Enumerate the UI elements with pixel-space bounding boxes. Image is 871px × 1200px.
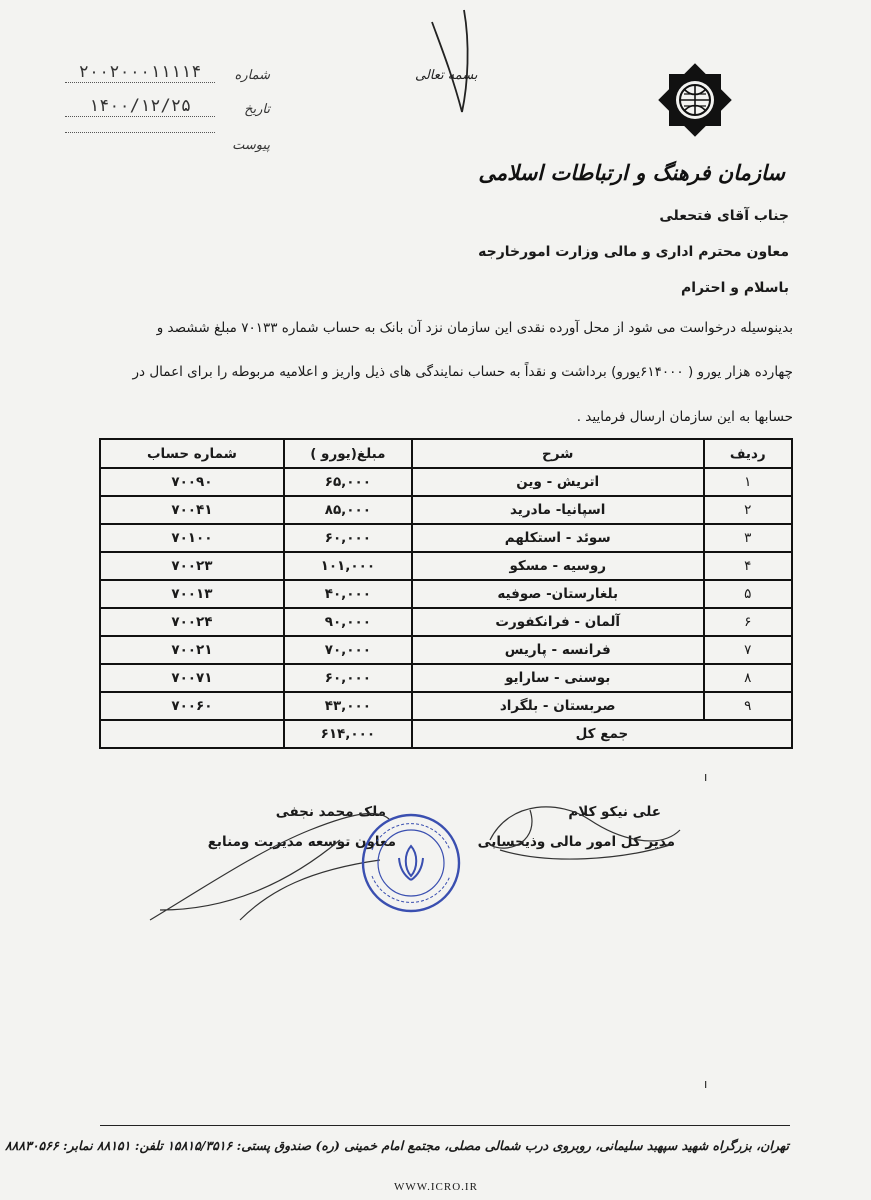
row-account: ۷۰۱۰۰ (100, 524, 284, 552)
row-account: ۷۰۰۶۰ (100, 692, 284, 720)
table-row (100, 524, 792, 552)
attachment-value (65, 132, 215, 133)
header-description: شرح (412, 439, 704, 468)
row-amount: ۴۰,۰۰۰ (284, 580, 412, 608)
row-description: روسیه - مسکو (412, 552, 704, 580)
date-label: تاریخ (244, 102, 270, 117)
table-row (100, 636, 792, 664)
transfer-table (99, 438, 793, 749)
total-account-empty (100, 720, 284, 748)
table-row (100, 608, 792, 636)
official-stamp-icon (358, 810, 464, 916)
row-account: ۷۰۰۱۳ (100, 580, 284, 608)
row-number: ۱ (704, 468, 792, 496)
row-number: ۶ (704, 608, 792, 636)
row-account: ۷۰۰۲۴ (100, 608, 284, 636)
table-row (100, 692, 792, 720)
row-amount: ۶۰,۰۰۰ (284, 524, 412, 552)
total-amount: ۶۱۴,۰۰۰ (284, 720, 412, 748)
footer-website: WWW.ICRO.IR (394, 1181, 478, 1193)
paragraph-line-1: بدینوسیله درخواست می شود از محل آورده نقدی این سازمان نزد آن بانک به حساب شماره ۷۰۱۳۳ مبلغ ششصد و (156, 320, 793, 336)
row-number: ۲ (704, 496, 792, 524)
date-value: ۱۴۰۰/۱۲/۲۵ (65, 96, 215, 117)
organization-logo-icon (655, 60, 735, 140)
letter-attachment-row (70, 132, 270, 160)
row-account: ۷۰۰۴۱ (100, 496, 284, 524)
table-row (100, 664, 792, 692)
row-number: ۸ (704, 664, 792, 692)
footer-address: تهران، بزرگراه شهید سپهبد سلیمانی، روبروی درب شمالی مصلی، مجتمع امام خمینی (ره) صندوق پستی: ۱۵۸۱۵/۳۵۱۶ تلفن: ۸۸۱۵۱ نمابر: ۸۸۸۳۰۵۶۶ (4, 1138, 789, 1153)
signature-right-title: مدیر کل امور مالی وذیحسابی (477, 834, 675, 850)
row-account: ۷۰۰۹۰ (100, 468, 284, 496)
table-row (100, 468, 792, 496)
row-amount: ۶۰,۰۰۰ (284, 664, 412, 692)
row-amount: ۹۰,۰۰۰ (284, 608, 412, 636)
table-row (100, 552, 792, 580)
row-amount: ۴۳,۰۰۰ (284, 692, 412, 720)
organization-name: سازمان فرهنگ و ارتباطات اسلامی (478, 160, 785, 185)
table-row (100, 496, 792, 524)
signature-right-name: علی نیکو کلام (568, 804, 661, 820)
margin-mark-icon: ı (704, 1077, 708, 1091)
row-description: سوئد - استکلهم (412, 524, 704, 552)
row-amount: ۱۰۱,۰۰۰ (284, 552, 412, 580)
row-account: ۷۰۰۲۱ (100, 636, 284, 664)
row-description: بوسنی - سارایو (412, 664, 704, 692)
header-amount: مبلغ(یورو ) (284, 439, 412, 468)
letter-date-row (70, 96, 270, 124)
row-account: ۷۰۰۲۳ (100, 552, 284, 580)
row-number: ۳ (704, 524, 792, 552)
table-row (100, 580, 792, 608)
signature-left-name: ملک محمد نجفی (275, 804, 386, 820)
row-description: اسپانیا- مادرید (412, 496, 704, 524)
header-row-number: ردیف (704, 439, 792, 468)
table-header-row (100, 439, 792, 468)
row-amount: ۷۰,۰۰۰ (284, 636, 412, 664)
paragraph-line-2: چهارده هزار یورو ( ۶۱۴۰۰۰یورو) برداشت و نقداً به حساب نمایندگی های ذیل واریز و اعلامیه مربوطه را برای اعمال در (132, 364, 793, 380)
row-description: فرانسه - پاریس (412, 636, 704, 664)
footer-divider (100, 1125, 790, 1126)
total-label: جمع کل (412, 720, 792, 748)
row-description: بلغارستان- صوفیه (412, 580, 704, 608)
number-value: ۲۰۰۲۰۰۰۱۱۱۱۴ (65, 62, 215, 83)
signature-left-title: معاون توسعه مدیریت ومنابع (207, 834, 396, 850)
row-number: ۴ (704, 552, 792, 580)
header-account-number: شماره حساب (100, 439, 284, 468)
row-account: ۷۰۰۷۱ (100, 664, 284, 692)
addressee-name: جناب آقای فتحعلی (659, 208, 789, 224)
invocation-text: بسمه تعالی (415, 68, 478, 83)
row-amount: ۶۵,۰۰۰ (284, 468, 412, 496)
row-number: ۵ (704, 580, 792, 608)
attachment-label: پیوست (232, 138, 270, 153)
invocation-stroke-icon (418, 4, 478, 124)
paragraph-line-3: حسابها به این سازمان ارسال فرمایید . (576, 409, 793, 425)
row-description: آلمان - فرانکفورت (412, 608, 704, 636)
greeting: باسلام و احترام (681, 280, 789, 296)
row-number: ۹ (704, 692, 792, 720)
row-amount: ۸۵,۰۰۰ (284, 496, 412, 524)
table-total-row (100, 720, 792, 748)
letter-number-row (70, 62, 270, 90)
addressee-title: معاون محترم اداری و مالی وزارت امورخارجه (478, 244, 789, 260)
row-number: ۷ (704, 636, 792, 664)
number-label: شماره (234, 68, 270, 83)
handwritten-signature-right-icon (470, 790, 690, 870)
row-description: صربستان - بلگراد (412, 692, 704, 720)
margin-mark-icon: ı (704, 770, 708, 784)
row-description: اتریش - وین (412, 468, 704, 496)
